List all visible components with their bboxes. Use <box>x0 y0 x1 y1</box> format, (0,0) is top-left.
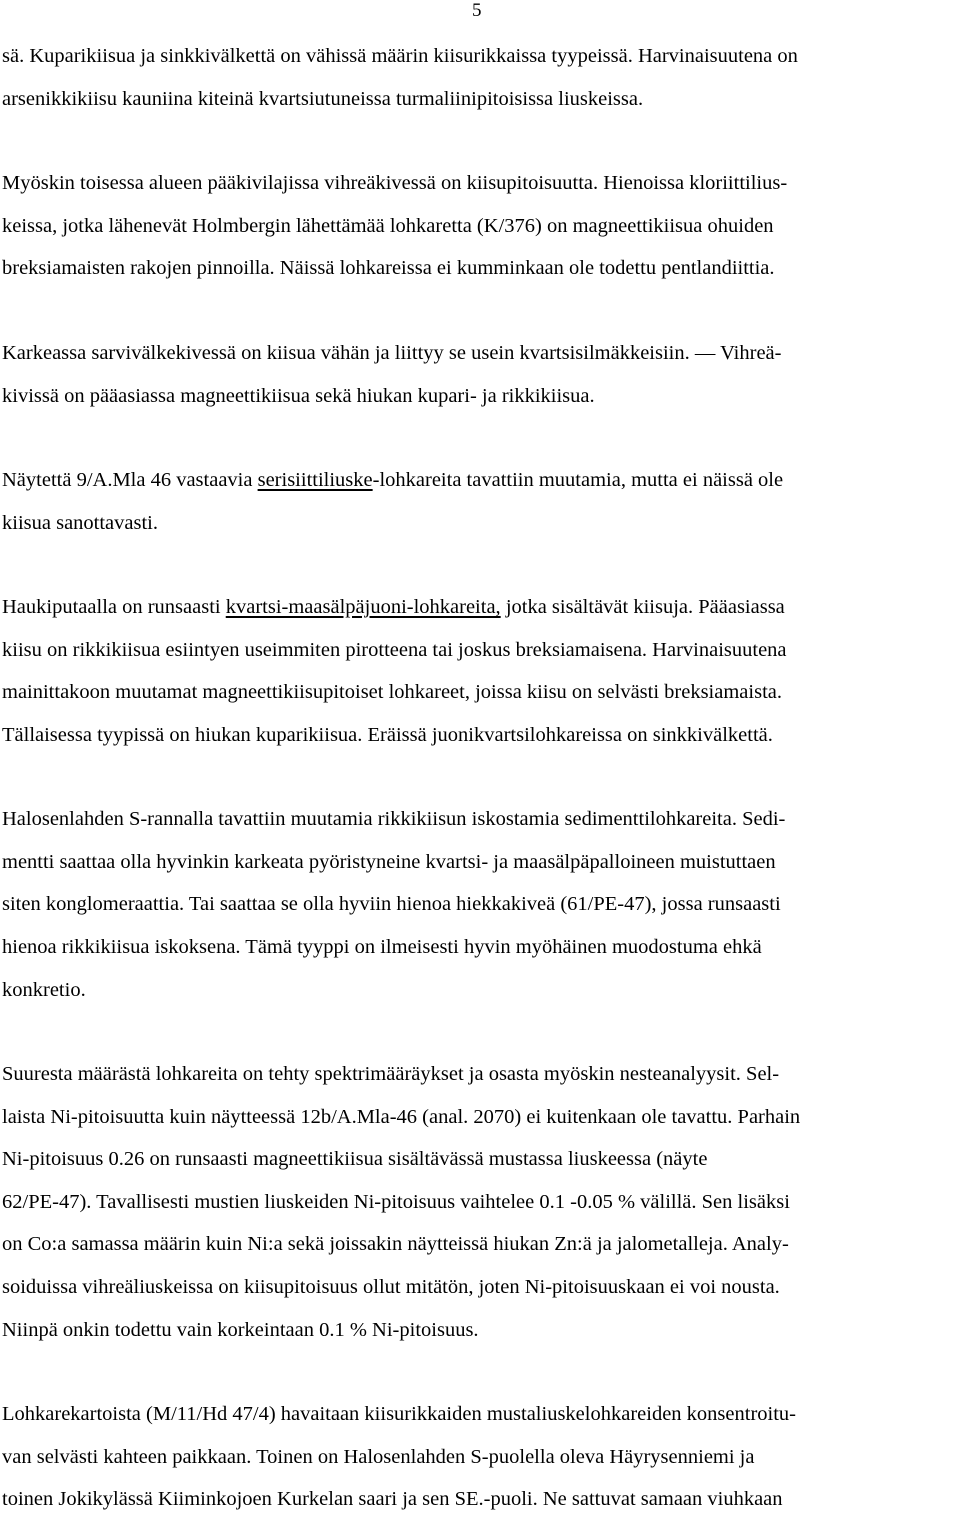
text-line: siten konglomeraattia. Tai saattaa se olla hyviin hienoa hiekkakiveä (61/PE-47), jossa runsaasti <box>2 893 781 915</box>
text-line: Halosenlahden S-rannalla tavattiin muutamia rikkikiisun iskostamia sedimenttilohkareita. Sedi- <box>2 808 786 830</box>
text-line <box>2 595 785 619</box>
text-line: soiduissa vihreäliuskeissa on kiisupitoisuus ollut mitätön, joten Ni-pitoisuuskaan ei voi nousta. <box>2 1276 780 1298</box>
text-line: Karkeassa sarvivälkekivessä on kiisua vähän ja liittyy se usein kvartsisilmäkkeisiin. — Vihreä- <box>2 342 782 364</box>
text-line: Tällaisessa tyypissä on hiukan kuparikiisua. Eräissä juonikvartsilohkareissa on sinkkivälkettä. <box>2 724 773 746</box>
text-line <box>2 468 783 492</box>
text-line: mainittakoon muutamat magneettikiisupitoiset lohkareet, joissa kiisu on selvästi breksiamaista. <box>2 681 782 703</box>
text-line: van selvästi kahteen paikkaan. Toinen on Halosenlahden S-puolella oleva Häyrysenniemi ja <box>2 1446 755 1468</box>
text-line: kiisua sanottavasti. <box>2 512 159 534</box>
text-line: Suuresta määrästä lohkareita on tehty spektrimääräykset ja osasta myöskin nesteanalyysit. Sel- <box>2 1063 780 1085</box>
text-line: Lohkarekartoista (M/11/Hd 47/4) havaitaan kiisurikkaiden mustaliuskelohkareiden konsentroitu- <box>2 1403 796 1425</box>
text-line: sä. Kuparikiisua ja sinkkivälkettä on vähissä määrin kiisurikkaissa tyypeissä. Harvinaisuutena on <box>2 45 798 67</box>
page-number: 5 <box>472 0 482 21</box>
text-line: 62/PE-47). Tavallisesti mustien liuskeiden Ni-pitoisuus vaihtelee 0.1 -0.05 % välillä. Sen lisäksi <box>2 1191 790 1213</box>
text-line: kiisu on rikkikiisua esiintyen useimmiten pirotteena tai joskus breksiamaisena. Harvinaisuutena <box>2 639 787 661</box>
text-segment: Haukiputaalla on runsaasti <box>2 596 226 618</box>
text-line: Myöskin toisessa alueen pääkivilajissa vihreäkivessä on kiisupitoisuutta. Hienoissa kloriittilius- <box>2 172 788 194</box>
text-segment: -lohkareita tavattiin muutamia, mutta ei näissä ole <box>372 469 784 491</box>
text-line: laista Ni-pitoisuutta kuin näytteessä 12b/A.Mla-46 (anal. 2070) ei kuitenkaan ole tavattu. Parhain <box>2 1106 801 1128</box>
text-line: kivissä on pääasiassa magneettikiisua sekä hiukan kupari- ja rikkikiisua. <box>2 385 595 407</box>
text-line: Niinpä onkin todettu vain korkeintaan 0.1 % Ni-pitoisuus. <box>2 1319 479 1341</box>
underlined-term: kvartsi-maasälpäjuoni-lohkareita, <box>225 596 501 618</box>
text-line: toinen Jokikylässä Kiiminkojoen Kurkelan saari ja sen SE.-puoli. Ne sattuvat samaan viuhkaan <box>2 1488 783 1510</box>
text-line: konkretio. <box>2 979 86 1001</box>
text-line: Ni-pitoisuus 0.26 on runsaasti magneettikiisua sisältävässä mustassa liuskeessa (näyte <box>2 1148 708 1170</box>
text-line: hienoa rikkikiisua iskoksena. Tämä tyyppi on ilmeisesti hyvin myöhäinen muodostuma ehkä <box>2 936 762 958</box>
text-line: keissa, jotka lähenevät Holmbergin lähettämää lohkaretta (K/376) on magneettikiisua ohuiden <box>2 215 774 237</box>
text-line: arsenikkikiisu kauniina kiteinä kvartsiutuneissa turmaliinipitoisissa liuskeissa. <box>2 88 644 110</box>
underlined-term: serisiittiliuske <box>257 469 373 491</box>
text-line: breksiamaisten rakojen pinnoilla. Näissä lohkareissa ei kumminkaan ole todettu pentlandiittia. <box>2 257 775 279</box>
text-segment: Näytettä 9/A.Mla 46 vastaavia <box>2 469 258 491</box>
text-line: on Co:a samassa määrin kuin Ni:a sekä joissakin näytteissä hiukan Zn:ä ja jalometalleja. Analy- <box>2 1233 789 1255</box>
text-segment: jotka sisältävät kiisuja. Pääasiassa <box>500 596 785 618</box>
text-line: mentti saattaa olla hyvinkin karkeata pyöristyneine kvartsi- ja maasälpäpalloineen muistuttaen <box>2 851 776 873</box>
